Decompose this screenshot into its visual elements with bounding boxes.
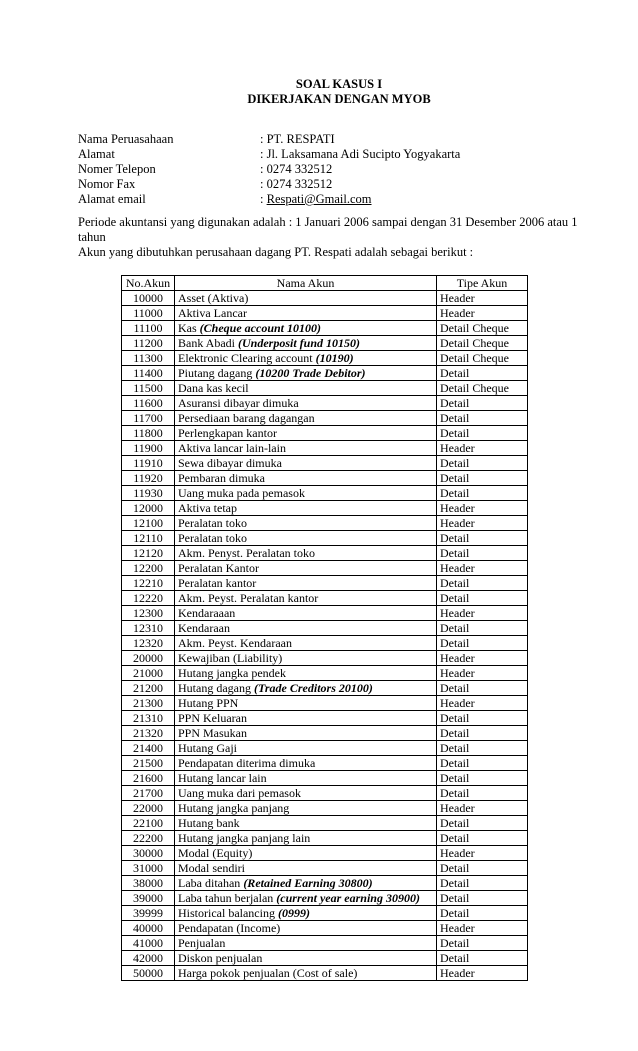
table-row [122,861,528,876]
account-no-cell: 39999 [122,906,175,921]
account-type-cell: Detail [437,546,528,561]
account-type-cell: Detail [437,621,528,636]
accounts-table [121,275,528,981]
account-name-text: Historical balancing [178,906,278,920]
account-name-text: Peralatan Kantor [178,561,259,575]
phone-row [78,162,598,177]
table-row [122,651,528,666]
account-type-cell: Detail Cheque [437,381,528,396]
table-row [122,471,528,486]
document-subtitle: DIKERJAKAN DENGAN MYOB [247,92,431,106]
account-name-text: Laba tahun berjalan [178,891,277,905]
table-row [122,891,528,906]
account-note-text: (Retained Earning 30800) [243,876,373,890]
table-row [122,666,528,681]
account-no-cell: 12300 [122,606,175,621]
account-no-cell: 11900 [122,441,175,456]
account-name-text: Peralatan kantor [178,576,257,590]
table-row [122,306,528,321]
account-name-text: Hutang jangka panjang [178,801,290,815]
table-row [122,456,528,471]
account-name-text: Kewajiban (Liability) [178,651,283,665]
account-name-cell [175,516,437,531]
account-no-cell: 11100 [122,321,175,336]
account-name-cell [175,876,437,891]
account-name-text: Hutang bank [178,816,240,830]
table-row [122,426,528,441]
account-name-cell [175,441,437,456]
table-row [122,756,528,771]
account-type-cell: Header [437,666,528,681]
account-name-text: Pembaran dimuka [178,471,265,485]
account-no-cell: 12210 [122,576,175,591]
table-row [122,291,528,306]
account-no-cell: 10000 [122,291,175,306]
table-row [122,936,528,951]
account-no-cell: 21400 [122,741,175,756]
account-name-text: Peralatan toko [178,516,247,530]
account-no-cell: 21600 [122,771,175,786]
table-row [122,681,528,696]
account-type-cell: Detail [437,366,528,381]
account-name-text: PPN Masukan [178,726,248,740]
account-type-cell: Header [437,441,528,456]
account-type-cell: Detail [437,906,528,921]
period-paragraph: Periode akuntansi yang digunakan adalah : 1 Januari 2006 sampai dengan 31 Desember 2006 atau 1 tahun [78,215,578,244]
account-note-text: (0999) [277,906,310,920]
account-name-cell [175,726,437,741]
account-name-cell [175,561,437,576]
account-type-cell: Detail [437,891,528,906]
account-name-cell [175,816,437,831]
table-row [122,816,528,831]
account-type-cell: Detail [437,951,528,966]
account-name-cell [175,471,437,486]
account-no-cell: 11300 [122,351,175,366]
table-row [122,561,528,576]
account-type-cell: Detail [437,741,528,756]
account-name-text: Pendapatan diterima dimuka [178,756,316,770]
account-name-cell [175,846,437,861]
account-name-cell [175,501,437,516]
account-name-text: Kendaraaan [178,606,236,620]
table-row [122,726,528,741]
fax-label: Nomor Fax [78,177,136,191]
email-link[interactable]: Respati@Gmail.com [266,192,372,206]
account-note-text: (Trade Creditors 20100) [253,681,373,695]
account-name-cell [175,486,437,501]
account-type-cell: Detail [437,531,528,546]
account-name-cell [175,321,437,336]
account-name-cell [175,621,437,636]
header-account-type: Tipe Akun [437,276,528,291]
account-no-cell: 12320 [122,636,175,651]
account-type-cell: Detail [437,471,528,486]
table-row [122,621,528,636]
fax-row [78,177,598,192]
account-no-cell: 11400 [122,366,175,381]
account-type-cell: Detail [437,456,528,471]
table-row [122,801,528,816]
account-name-text: Modal (Equity) [178,846,253,860]
account-name-cell [175,396,437,411]
account-name-cell [175,456,437,471]
account-type-cell: Header [437,966,528,981]
account-name-cell [175,336,437,351]
account-type-cell: Header [437,846,528,861]
account-name-cell [175,756,437,771]
header-account-no: No.Akun [122,276,175,291]
account-name-cell [175,576,437,591]
address-label: Alamat [78,147,115,161]
account-no-cell: 11600 [122,396,175,411]
email-row [78,192,598,207]
table-row [122,906,528,921]
phone-value: : 0274 332512 [260,162,333,176]
account-name-text: Uang muka dari pemasok [178,786,301,800]
account-name-cell [175,861,437,876]
account-type-cell: Detail [437,861,528,876]
account-name-cell [175,606,437,621]
account-name-cell [175,741,437,756]
account-no-cell: 12110 [122,531,175,546]
account-no-cell: 21310 [122,711,175,726]
account-no-cell: 38000 [122,876,175,891]
table-row [122,396,528,411]
account-name-text: Modal sendiri [178,861,245,875]
account-name-cell [175,936,437,951]
email-prefix: : [260,192,267,206]
account-note-text: (Underposit fund 10150) [238,336,361,350]
account-no-cell: 30000 [122,846,175,861]
account-name-text: Uang muka pada pemasok [178,486,305,500]
address-value: : Jl. Laksamana Adi Sucipto Yogyakarta [260,147,461,161]
account-type-cell: Detail Cheque [437,321,528,336]
table-row [122,576,528,591]
account-no-cell: 50000 [122,966,175,981]
account-name-text: Hutang PPN [178,696,239,710]
account-name-cell [175,771,437,786]
account-type-cell: Detail [437,681,528,696]
phone-label: Nomer Telepon [78,162,156,176]
account-type-cell: Detail Cheque [437,351,528,366]
account-type-cell: Header [437,561,528,576]
account-name-text: Aktiva Lancar [178,306,247,320]
account-name-text: Elektronic Clearing account [178,351,316,365]
account-name-text: Dana kas kecil [178,381,249,395]
account-type-cell: Header [437,696,528,711]
account-name-cell [175,906,437,921]
account-no-cell: 11930 [122,486,175,501]
account-no-cell: 11920 [122,471,175,486]
account-name-cell [175,426,437,441]
account-no-cell: 22100 [122,816,175,831]
account-note-text: (Cheque account 10100) [199,321,322,335]
company-name-value: : PT. RESPATI [260,132,335,146]
account-name-cell [175,711,437,726]
account-type-cell: Header [437,306,528,321]
account-name-cell [175,801,437,816]
account-name-cell [175,951,437,966]
account-name-text: Harga pokok penjualan (Cost of sale) [178,966,358,980]
account-no-cell: 39000 [122,891,175,906]
account-name-cell [175,651,437,666]
account-type-cell: Header [437,501,528,516]
account-no-cell: 12200 [122,561,175,576]
account-name-cell [175,636,437,651]
table-row [122,486,528,501]
account-type-cell: Detail [437,396,528,411]
account-name-text: Sewa dibayar dimuka [178,456,282,470]
account-type-cell: Detail [437,411,528,426]
account-no-cell: 12220 [122,591,175,606]
account-no-cell: 41000 [122,936,175,951]
account-name-text: Asuransi dibayar dimuka [178,396,299,410]
account-type-cell: Detail [437,426,528,441]
table-row [122,591,528,606]
account-type-cell: Header [437,801,528,816]
table-row [122,531,528,546]
account-type-cell: Header [437,516,528,531]
account-type-cell: Detail [437,711,528,726]
account-no-cell: 12310 [122,621,175,636]
table-row [122,366,528,381]
account-name-text: Akm. Penyst. Peralatan toko [178,546,315,560]
table-row [122,336,528,351]
account-no-cell: 22200 [122,831,175,846]
account-name-text: Laba ditahan [178,876,244,890]
header-account-name: Nama Akun [175,276,437,291]
table-row [122,786,528,801]
account-no-cell: 11700 [122,411,175,426]
account-name-cell [175,921,437,936]
account-no-cell: 11910 [122,456,175,471]
fax-value: : 0274 332512 [260,177,333,191]
account-note-text: (current year earning 30900) [276,891,420,905]
account-no-cell: 42000 [122,951,175,966]
account-name-cell [175,381,437,396]
account-type-cell: Detail [437,816,528,831]
company-name-label: Nama Peruasahaan [78,132,174,146]
account-no-cell: 21300 [122,696,175,711]
table-row [122,831,528,846]
account-no-cell: 21000 [122,666,175,681]
table-row [122,516,528,531]
account-type-cell: Detail [437,876,528,891]
account-name-text: Hutang Gaji [178,741,237,755]
accounts-table-body [122,291,528,981]
account-name-text: Hutang jangka panjang lain [178,831,311,845]
account-name-cell [175,696,437,711]
account-type-cell: Detail [437,831,528,846]
account-name-text: Persediaan barang dagangan [178,411,315,425]
account-name-cell [175,411,437,426]
email-value-wrap [260,192,372,207]
account-no-cell: 22000 [122,801,175,816]
account-name-text: Kas [178,321,200,335]
account-name-cell [175,891,437,906]
account-no-cell: 21700 [122,786,175,801]
account-type-cell: Header [437,606,528,621]
table-row [122,846,528,861]
account-name-cell [175,531,437,546]
account-no-cell: 31000 [122,861,175,876]
account-name-cell [175,351,437,366]
table-header-row [122,276,528,291]
account-name-text: Aktiva lancar lain-lain [178,441,286,455]
account-no-cell: 20000 [122,651,175,666]
table-row [122,381,528,396]
account-type-cell: Detail [437,756,528,771]
address-row [78,147,598,162]
table-row [122,741,528,756]
account-name-text: Akm. Peyst. Peralatan kantor [178,591,319,605]
account-no-cell: 12100 [122,516,175,531]
account-name-text: Asset (Aktiva) [178,291,249,305]
table-row [122,966,528,981]
account-type-cell: Header [437,651,528,666]
intro-paragraph: Akun yang dibutuhkan perusahaan dagang PT. Respati adalah sebagai berikut : [78,245,474,259]
account-name-text: Piutang dagang [178,366,256,380]
account-name-cell [175,366,437,381]
account-name-cell [175,666,437,681]
account-type-cell: Detail [437,786,528,801]
company-name-row [78,132,598,147]
account-name-cell [175,681,437,696]
account-no-cell: 21320 [122,726,175,741]
table-row [122,501,528,516]
account-no-cell: 21200 [122,681,175,696]
account-name-text: Bank Abadi [178,336,238,350]
account-name-cell [175,306,437,321]
table-row [122,606,528,621]
account-no-cell: 40000 [122,921,175,936]
account-type-cell: Detail [437,936,528,951]
account-name-text: Hutang dagang [178,681,254,695]
table-row [122,411,528,426]
account-name-text: Penjualan [178,936,226,950]
table-row [122,636,528,651]
account-name-text: Akm. Peyst. Kendaraan [178,636,292,650]
account-name-cell [175,291,437,306]
account-no-cell: 11200 [122,336,175,351]
account-name-text: Pendapatan (Income) [178,921,281,935]
account-type-cell: Detail [437,591,528,606]
document-title: SOAL KASUS I [295,77,383,91]
account-type-cell: Detail [437,486,528,501]
account-type-cell: Detail [437,636,528,651]
account-type-cell: Detail Cheque [437,336,528,351]
account-name-text: Aktiva tetap [178,501,237,515]
account-name-cell [175,786,437,801]
table-row [122,711,528,726]
account-note-text: (10190) [315,351,354,365]
table-row [122,696,528,711]
account-type-cell: Detail [437,576,528,591]
account-note-text: (10200 Trade Debitor) [255,366,366,380]
table-row [122,546,528,561]
email-label: Alamat email [78,192,146,206]
account-no-cell: 12000 [122,501,175,516]
table-row [122,951,528,966]
account-name-text: Perlengkapan kantor [178,426,277,440]
account-no-cell: 21500 [122,756,175,771]
account-name-text: PPN Keluaran [178,711,247,725]
company-info [78,132,598,207]
account-type-cell: Header [437,291,528,306]
account-name-text: Kendaraan [178,621,230,635]
account-name-text: Hutang jangka pendek [178,666,286,680]
account-type-cell: Detail [437,771,528,786]
account-name-text: Peralatan toko [178,531,247,545]
account-name-cell [175,546,437,561]
account-name-text: Hutang lancar lain [178,771,267,785]
table-row [122,771,528,786]
table-row [122,351,528,366]
table-row [122,441,528,456]
table-row [122,876,528,891]
account-name-cell [175,831,437,846]
account-no-cell: 12120 [122,546,175,561]
account-no-cell: 11800 [122,426,175,441]
table-row [122,321,528,336]
account-no-cell: 11000 [122,306,175,321]
table-row [122,921,528,936]
account-name-text: Diskon penjualan [178,951,263,965]
account-type-cell: Header [437,921,528,936]
account-no-cell: 11500 [122,381,175,396]
account-name-cell [175,966,437,981]
account-type-cell: Detail [437,726,528,741]
account-name-cell [175,591,437,606]
